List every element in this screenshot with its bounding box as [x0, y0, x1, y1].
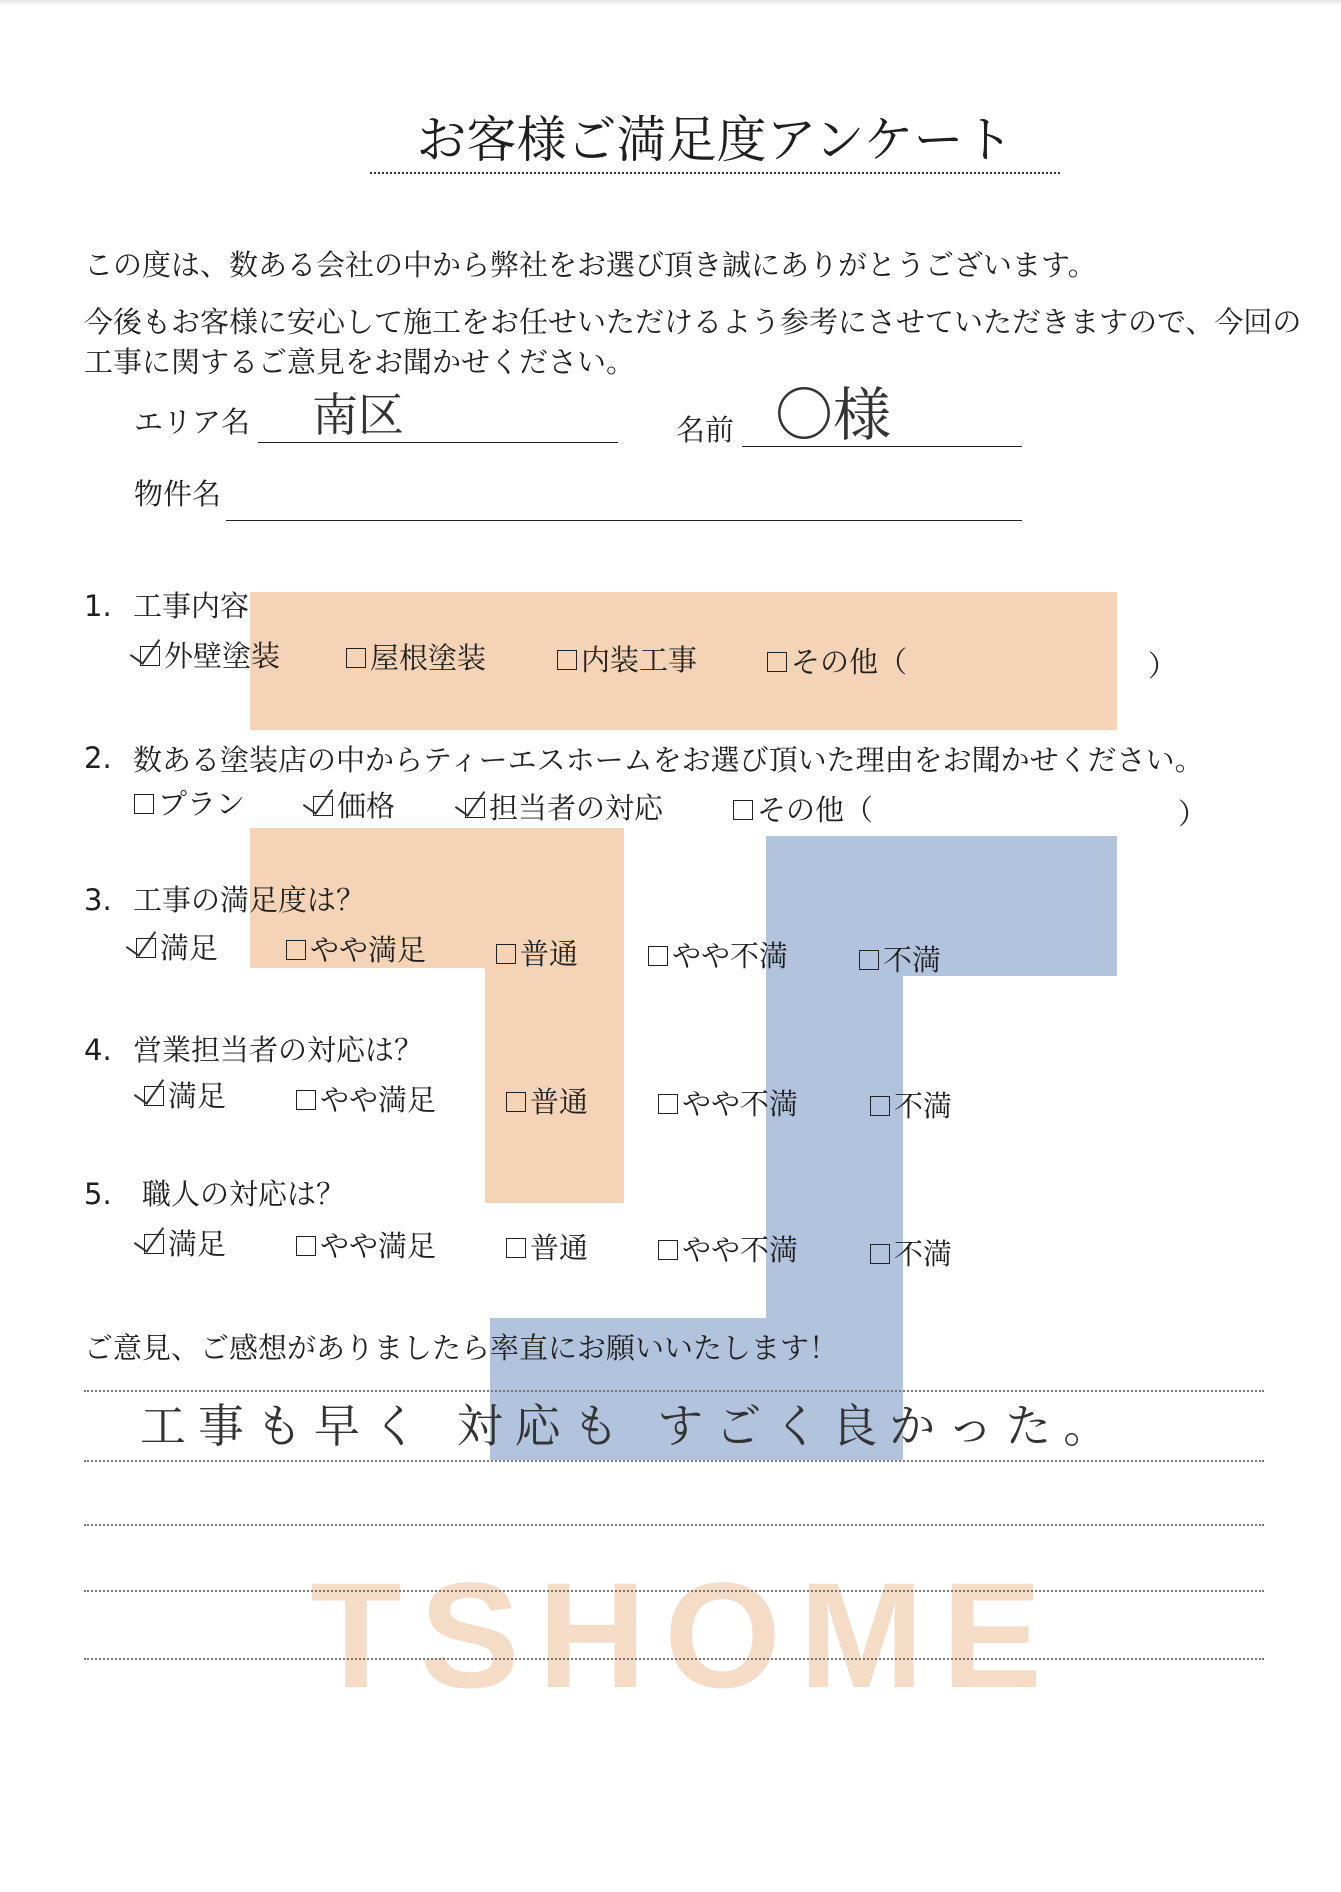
q3-option-5[interactable]: 不満	[859, 942, 941, 978]
checkbox-checked[interactable]	[140, 646, 160, 666]
q3-option-1[interactable]: 満足	[136, 930, 218, 966]
checkbox-checked[interactable]	[144, 1234, 164, 1254]
checkbox-checked[interactable]	[136, 938, 156, 958]
checkbox[interactable]	[859, 950, 879, 970]
q2-close-paren: ）	[1178, 797, 1208, 831]
q2-option-3[interactable]: 担当者の対応	[465, 790, 663, 826]
q4-option-3[interactable]: 普通	[506, 1084, 588, 1120]
checkbox[interactable]	[648, 946, 668, 966]
watermark-orange-stem	[485, 828, 624, 1203]
checkbox[interactable]	[658, 1094, 678, 1114]
area-value[interactable]: 南区	[312, 388, 404, 442]
q2-option-2[interactable]: 価格	[313, 788, 395, 824]
q1-close-paren: ）	[1148, 649, 1178, 683]
checkbox[interactable]	[496, 944, 516, 964]
checkbox[interactable]	[346, 648, 366, 668]
checkbox[interactable]	[286, 940, 306, 960]
q4-option-5[interactable]: 不満	[870, 1088, 952, 1124]
name-value[interactable]: 〇様	[775, 381, 892, 449]
checkbox[interactable]	[296, 1090, 316, 1110]
q2-number: 2.	[84, 741, 112, 775]
q5-option-4[interactable]: やや不満	[658, 1232, 798, 1268]
q2-option-1[interactable]: プラン	[134, 786, 245, 822]
name-label: 名前	[676, 413, 735, 447]
q1-option-4[interactable]: その他（	[767, 644, 907, 680]
q3-number: 3.	[84, 883, 112, 917]
intro-line-3: 工事に関するご意見をお聞かせください。	[84, 345, 636, 379]
area-label: エリア名	[134, 405, 251, 439]
q1-number: 1.	[84, 589, 112, 623]
q1-option-3[interactable]: 内装工事	[557, 642, 697, 678]
intro-line-1: この度は、数ある会社の中から弊社をお選び頂き誠にありがとうございます。	[84, 248, 1097, 282]
q3-option-3[interactable]: 普通	[496, 936, 578, 972]
property-underline	[226, 520, 1022, 521]
comment-line-2	[84, 1460, 1264, 1462]
q4-option-2[interactable]: やや満足	[296, 1082, 436, 1118]
comments-prompt: ご意見、ご感想がありましたら率直にお願いいたします！	[84, 1331, 839, 1365]
q5-option-1[interactable]: 満足	[144, 1226, 226, 1262]
checkbox[interactable]	[870, 1096, 890, 1116]
q4-text: 営業担当者の対応は？	[133, 1033, 424, 1067]
comment-line-5	[84, 1658, 1264, 1660]
q3-text: 工事の満足度は？	[133, 883, 366, 917]
comment-line-4	[84, 1590, 1264, 1592]
page-title: お客様ご満足度アンケート	[416, 111, 1014, 169]
checkbox[interactable]	[506, 1238, 526, 1258]
q4-number: 4.	[84, 1033, 112, 1067]
q3-option-4[interactable]: やや不満	[648, 938, 788, 974]
checkbox-checked[interactable]	[313, 796, 333, 816]
watermark-logo-text: TSHOME	[310, 1551, 1060, 1719]
q4-option-1[interactable]: 満足	[144, 1078, 226, 1114]
q3-option-2[interactable]: やや満足	[286, 932, 426, 968]
intro-line-2: 今後もお客様に安心して施工をお任せいただけるよう参考にさせていただきますので、今回の	[84, 305, 1302, 339]
checkbox[interactable]	[767, 652, 787, 672]
q5-option-5[interactable]: 不満	[870, 1236, 952, 1272]
area-underline	[258, 442, 618, 443]
checkbox[interactable]	[557, 650, 577, 670]
title-underline	[370, 172, 1060, 174]
q5-option-2[interactable]: やや満足	[296, 1228, 436, 1264]
q1-text: 工事内容	[133, 589, 250, 623]
comment-line-1	[84, 1390, 1264, 1392]
q5-number: 5.	[84, 1177, 112, 1211]
checkbox[interactable]	[658, 1240, 678, 1260]
q2-option-4[interactable]: その他（	[733, 792, 873, 828]
name-underline	[742, 446, 1022, 447]
q2-text: 数ある塗装店の中からティーエスホームをお選び頂いた理由をお聞かせください。	[133, 743, 1204, 777]
property-label: 物件名	[134, 477, 222, 511]
scan-edge	[0, 0, 1341, 6]
q1-option-1[interactable]: 外壁塗装	[140, 638, 280, 674]
q1-option-2[interactable]: 屋根塗装	[346, 640, 486, 676]
comments-handwritten[interactable]: 工事も早く 対応も すごく良かった。	[140, 1399, 1122, 1453]
q5-option-3[interactable]: 普通	[506, 1230, 588, 1266]
q5-text: 職人の対応は？	[142, 1177, 346, 1211]
checkbox[interactable]	[296, 1236, 316, 1256]
checkbox-checked[interactable]	[465, 798, 485, 818]
q4-option-4[interactable]: やや不満	[658, 1086, 798, 1122]
comment-line-3	[84, 1524, 1264, 1526]
checkbox[interactable]	[870, 1244, 890, 1264]
checkbox[interactable]	[134, 794, 154, 814]
checkbox[interactable]	[506, 1092, 526, 1112]
checkbox[interactable]	[733, 800, 753, 820]
checkbox-checked[interactable]	[144, 1086, 164, 1106]
